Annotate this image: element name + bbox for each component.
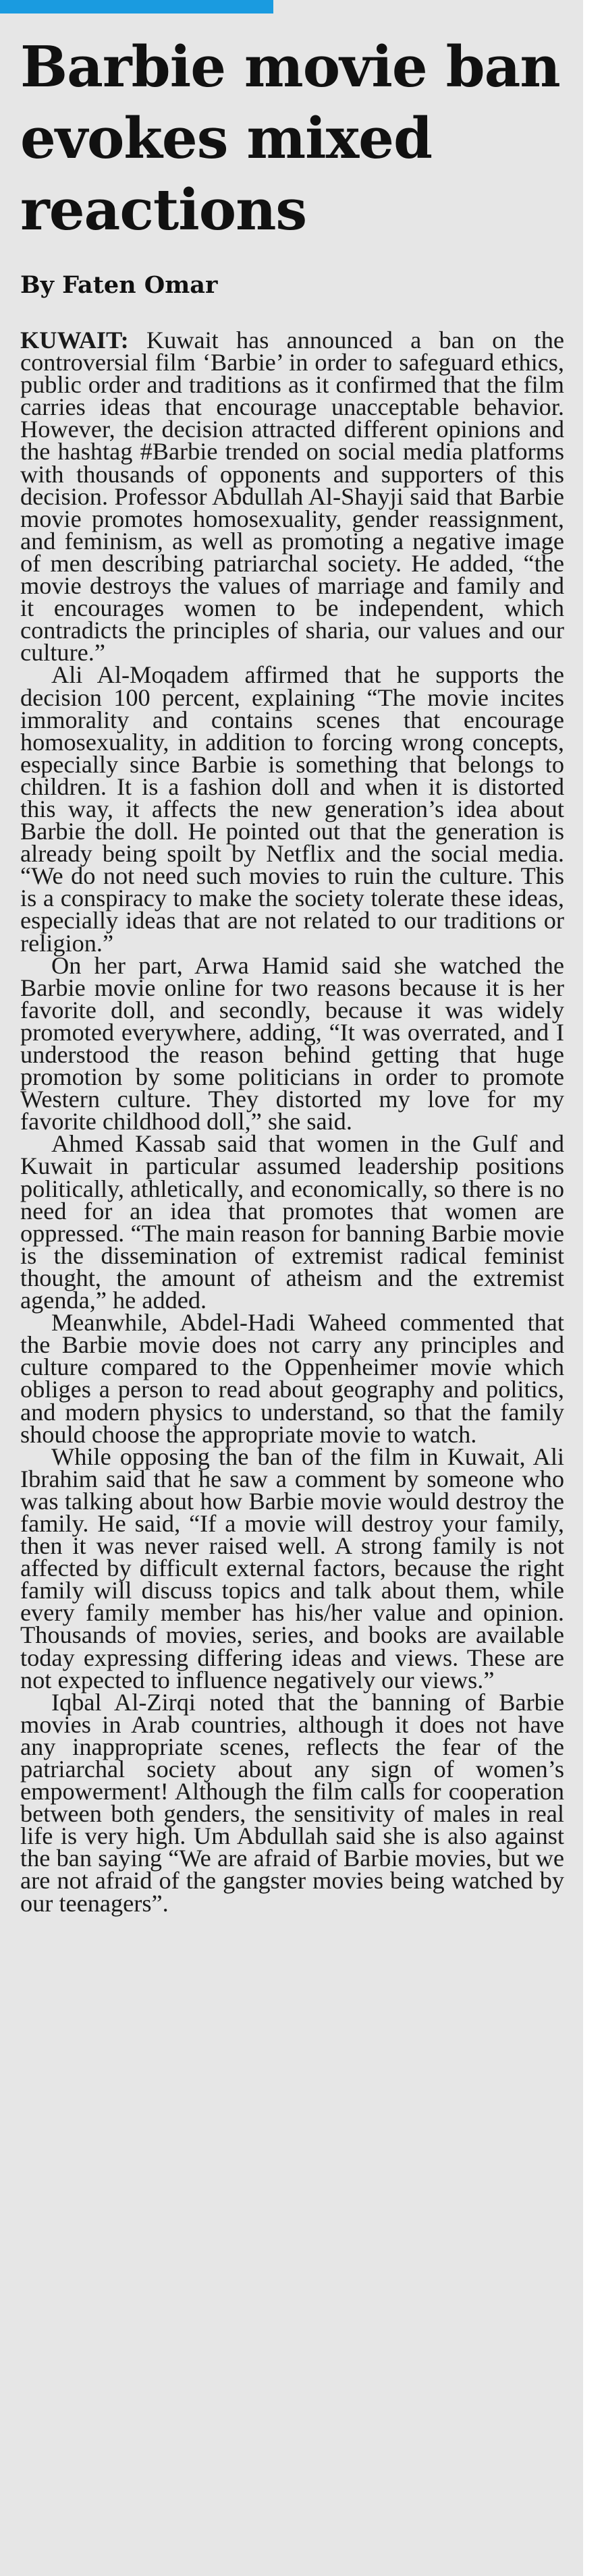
lead-text: Kuwait has announced a ban on the controversial film ‘Barbie’ in order to safeguard ethics, public order and traditions as it confirmed that the film carries ideas that encourage unacceptable behavior. However, the decision attracted different opinions and the hashtag #Barbie trended on social media platforms with thousands of opponents and supporters of this decision. Professor Abdullah Al-Shayji said that Barbie movie promotes homosexuality, gender reassignment, and feminism, as well as promoting a negative image of men describing patriarchal society. He added, “the movie destroys the values of marriage and family and it encourages women to be independent, which contradicts the principles of sharia, our values and our culture.” <box>20 327 564 667</box>
byline: By Faten Omar <box>20 271 218 299</box>
lead-paragraph <box>20 327 564 667</box>
dateline: KUWAIT: <box>20 327 129 354</box>
paragraph-6: While opposing the ban of the film in Kuwait, Ali Ibrahim said that he saw a comment by someone who was talking about how Barbie movie would destroy the family. He said, “If a movie will destroy your family, then it was never raised well. A strong family is not affected by difficult external factors, because the right family will discuss topics and talk about them, while every family member has his/her value and opinion. Thousands of movies, series, and books are available today expressing differing ideas and views. These are not expected to influence negatively our views.” <box>20 1443 564 1693</box>
paragraph-4: Ahmed Kassab said that women in the Gulf and Kuwait in particular assumed leadership positions politically, athletically, and economically, so there is no need for an idea that promotes that women are oppressed. “The main reason for banning Barbie movie is the dissemination of extremist radical feminist thought, the amount of atheism and the extremist agenda,” he added. <box>20 1130 564 1314</box>
paragraph-7: Iqbal Al-Zirqi noted that the banning of Barbie movies in Arab countries, although it does not have any inappropriate scenes, reflects the fear of the patriarchal society about any sign of women’s empowerment! Although the film calls for cooperation between both genders, the sensitivity of males in real life is very high. Um Abdullah said she is also against the ban saying “We are afraid of Barbie movies, but we are not afraid of the gangster movies being watched by our teenagers”. <box>20 1688 564 1917</box>
accent-bar <box>0 0 273 13</box>
paragraph-5: Meanwhile, Abdel-Hadi Waheed commented that the Barbie movie does not carry any principles and culture compared to the Oppenheimer movie which obliges a person to read about geography and politics, and modern physics to understand, so that the family should choose the appropriate movie to watch. <box>20 1309 564 1448</box>
paragraph-3: On her part, Arwa Hamid said she watched the Barbie movie online for two reasons because it is her favorite doll, and secondly, because it was widely promoted everywhere, adding, “It was overrated, and I understood the reason behind getting that huge promotion by some politicians in order to promote Western culture. They distorted my love for my favorite childhood doll,” she said. <box>20 951 564 1136</box>
headline: Barbie movie ban evokes mixed reactions <box>20 34 560 243</box>
article-body <box>20 329 564 1915</box>
paragraph-2: Ali Al-Moqadem affirmed that he supports the decision 100 percent, explaining “The movie incites immorality and contains scenes that encourage homosexuality, in addition to forcing wrong concepts, especially since Barbie is something that belongs to children. It is a fashion doll and when it is distorted this way, it affects the new generation’s idea about Barbie the doll. He pointed out that the generation is already being spoilt by Netflix and the social media. “We do not need such movies to ruin the culture. This is a conspiracy to make the society tolerate these ideas, especially ideas that are not related to our traditions or religion.” <box>20 661 564 957</box>
